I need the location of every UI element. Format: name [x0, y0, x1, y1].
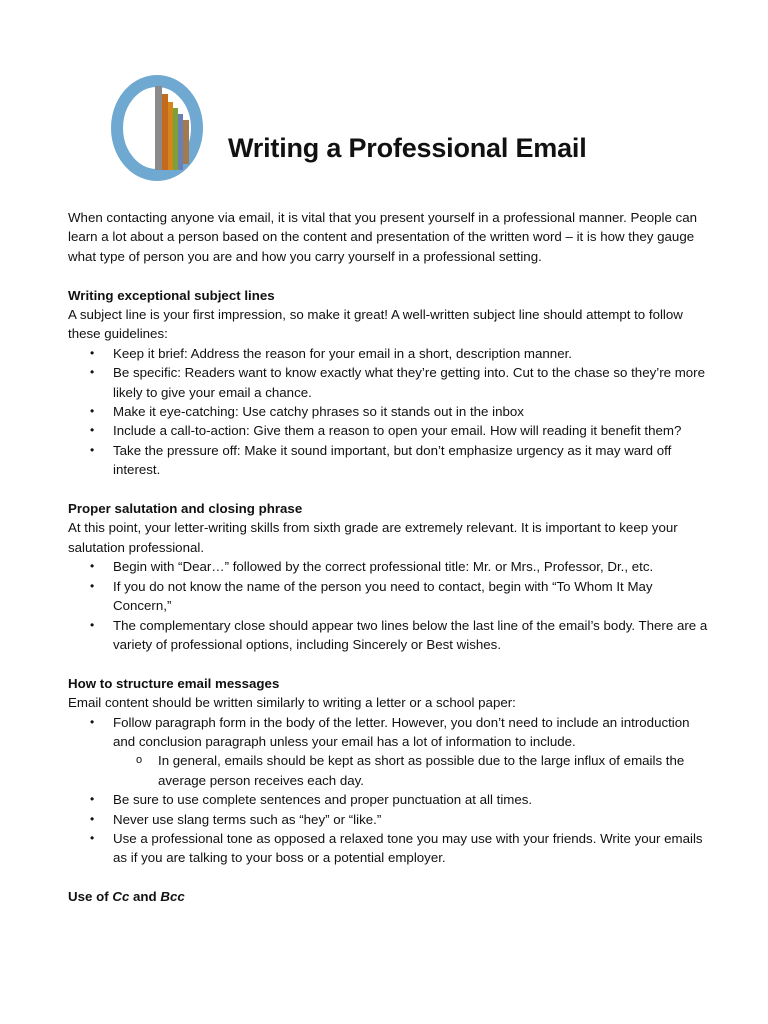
bullet-list — [68, 557, 708, 654]
heading-and: and — [129, 889, 161, 905]
intro-paragraph: When contacting anyone via email, it is vital that you present yourself in a professional manner. People can learn a lot about a person based on the content and presentation of the written word – it is how they gauge what type of person you are and how you carry yourself in a professional setting. — [68, 210, 697, 264]
section-intro: Email content should be written similarly to writing a letter or a school paper: — [68, 695, 516, 711]
section-structure — [68, 674, 708, 868]
sub-bullet-glyph: o — [136, 754, 143, 767]
list-item — [68, 363, 708, 402]
document-body — [68, 208, 708, 907]
bullet-glyph: • — [90, 830, 95, 845]
logo-bar-1 — [155, 86, 162, 170]
list-item — [68, 402, 708, 421]
bar-chart-in-circle-icon — [110, 74, 206, 182]
bullet-text: Include a call-to-action: Give them a reason to open your email. How will reading it benefit them? — [113, 423, 682, 439]
sub-list-wrapper — [68, 751, 708, 790]
bullet-text: If you do not know the name of the person you need to contact, begin with “To Whom It May Concern,” — [113, 578, 653, 614]
logo-bar-6 — [183, 120, 189, 164]
logo-bar-4 — [173, 108, 178, 170]
logo-bar-2 — [162, 94, 168, 170]
list-item — [68, 344, 708, 363]
bullet-text: Make it eye-catching: Use catchy phrases so it stands out in the inbox — [113, 404, 524, 420]
bullet-glyph: • — [90, 423, 95, 438]
bullet-text: Follow paragraph form in the body of the letter. However, you don’t need to include an introduction and conclusion paragraph unless your email has a lot of information to include. — [113, 714, 690, 749]
bullet-text: Be sure to use complete sentences and proper punctuation at all times. — [113, 792, 533, 808]
section-heading: Proper salutation and closing phrase — [68, 501, 303, 517]
logo-bar-5 — [178, 114, 183, 170]
logo-bar-3 — [168, 102, 173, 170]
list-item — [68, 616, 708, 655]
bullet-text: Keep it brief: Address the reason for your email in a short, description manner. — [113, 345, 572, 361]
list-item — [68, 577, 708, 616]
bullet-glyph: • — [90, 811, 95, 826]
section-salutation — [68, 499, 708, 654]
bullet-text: Use a professional tone as opposed a relaxed tone you may use with your friends. Write your emails as if you are talking to your boss or a potential employer. — [113, 830, 703, 866]
bullet-text: Begin with “Dear…” followed by the correct professional title: Mr. or Mrs., Professor, Dr., etc. — [113, 559, 654, 575]
sub-bullet-list — [112, 751, 708, 790]
bullet-glyph: • — [90, 345, 95, 360]
list-item — [68, 557, 708, 576]
bullet-text: The complementary close should appear two lines below the last line of the email’s body. There are a variety of professional options, including Sincerely or Best wishes. — [113, 617, 708, 652]
heading-bcc: Bcc — [160, 889, 185, 905]
list-item — [68, 421, 708, 440]
bullet-list — [68, 344, 708, 480]
section-heading: Writing exceptional subject lines — [68, 287, 275, 303]
bullet-glyph: • — [90, 365, 95, 380]
bullet-glyph: • — [90, 404, 95, 419]
sub-list-item — [112, 751, 708, 790]
page-title: Writing a Professional Email — [228, 133, 587, 163]
bullet-glyph: • — [90, 559, 95, 574]
bullet-glyph: • — [90, 714, 95, 729]
bullet-text: Be specific: Readers want to know exactly what they’re getting into. Cut to the chase so they’re more likely to give your email a chance. — [113, 365, 706, 400]
bullet-text: Take the pressure off: Make it sound important, but don’t emphasize urgency as it may ward off interest. — [113, 442, 672, 478]
heading-cc: Cc — [112, 889, 130, 905]
section-heading-cc-bcc — [68, 887, 708, 906]
section-intro: At this point, your letter-writing skills from sixth grade are extremely relevant. It is important to keep your salutation professional. — [68, 520, 678, 555]
list-item — [68, 829, 708, 868]
list-item — [68, 713, 708, 752]
section-intro: A subject line is your first impression, so make it great! A well-written subject line should attempt to follow these guidelines: — [68, 307, 683, 342]
list-item — [68, 441, 708, 480]
bullet-list — [68, 790, 708, 868]
list-item — [68, 810, 708, 829]
bullet-list — [68, 713, 708, 752]
heading-prefix: Use of — [68, 889, 113, 905]
list-item — [68, 790, 708, 809]
sub-bullet-text: In general, emails should be kept as short as possible due to the large influx of emails the average person receives each day. — [158, 753, 685, 788]
section-subject-lines — [68, 286, 708, 480]
bullet-text: Never use slang terms such as “hey” or “like.” — [113, 811, 382, 827]
bullet-glyph: • — [90, 578, 95, 593]
bullet-glyph: • — [90, 792, 95, 807]
bullet-glyph: • — [90, 617, 95, 632]
section-heading: How to structure email messages — [68, 675, 280, 691]
bullet-glyph: • — [90, 442, 95, 457]
